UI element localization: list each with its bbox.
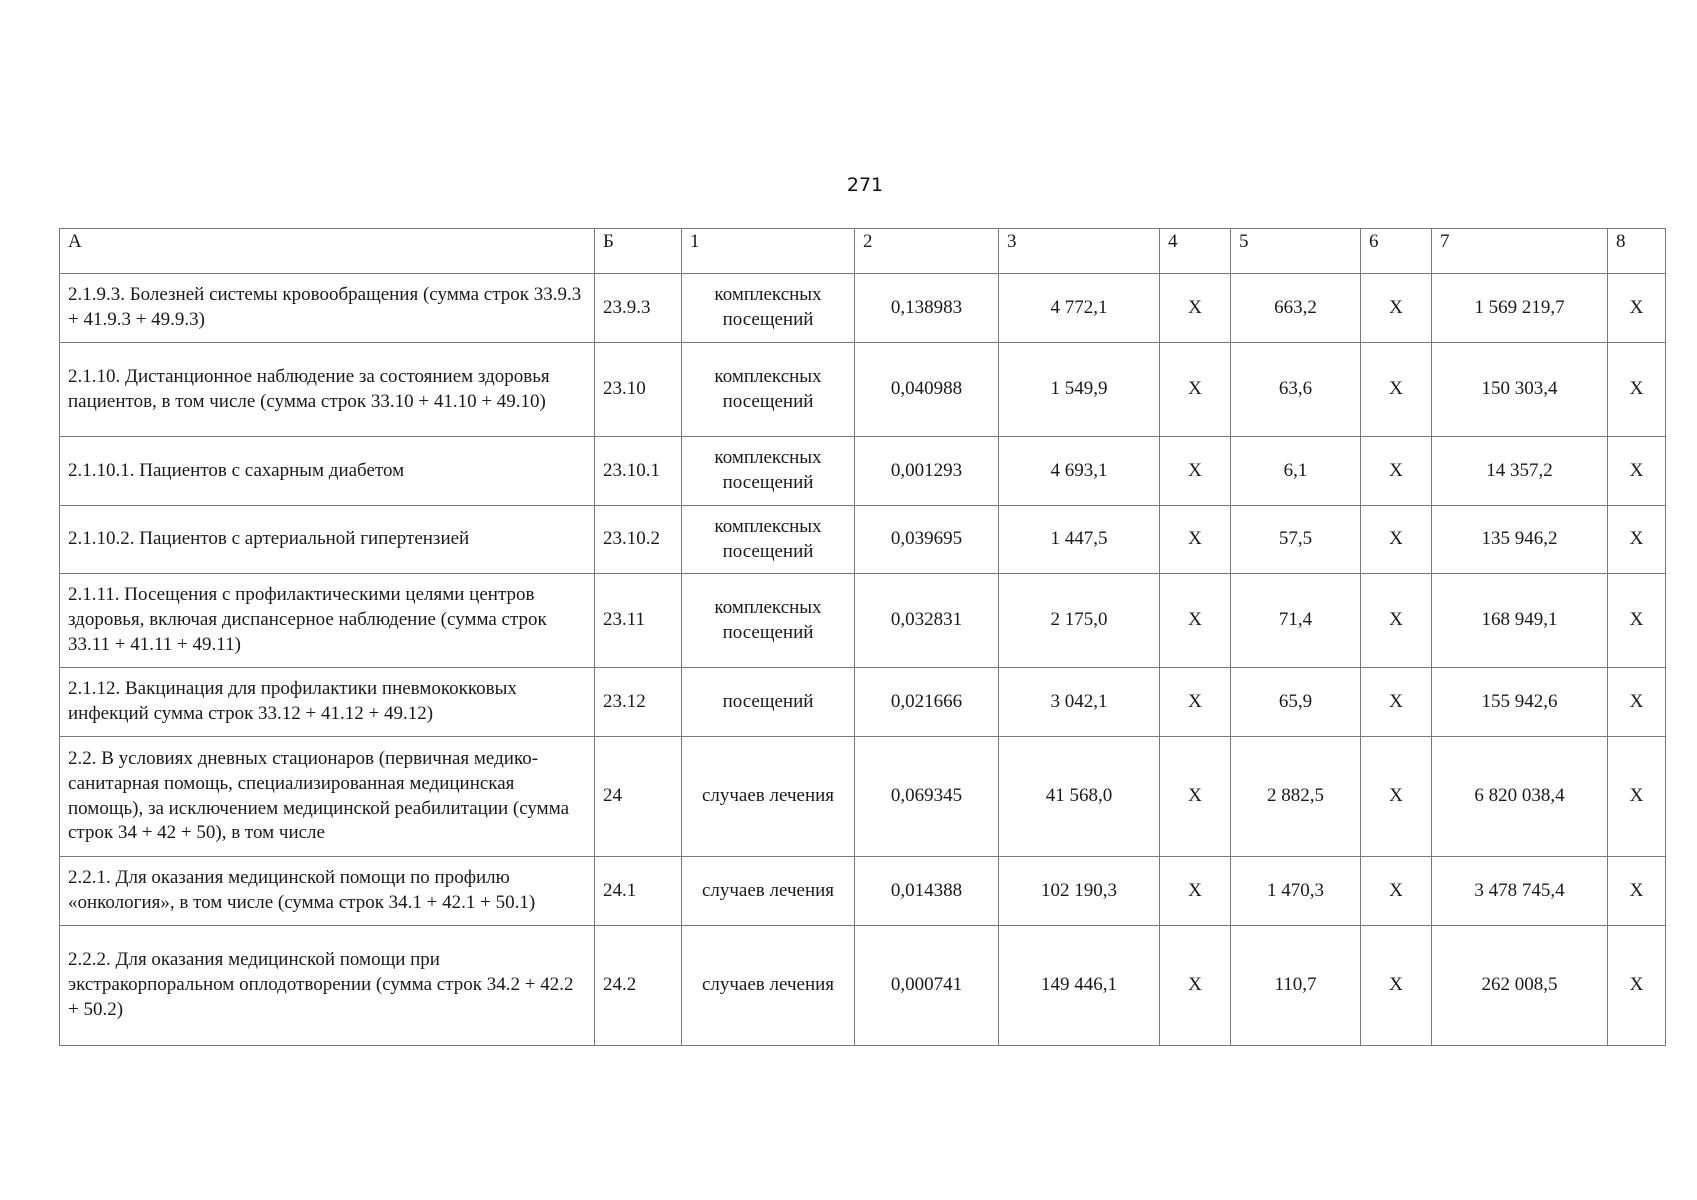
col4-cell: Х (1160, 343, 1231, 437)
table-row (60, 506, 1666, 574)
row-unit-cell: случаев лечения (682, 926, 855, 1046)
row-unit-cell: случаев лечения (682, 737, 855, 857)
header-cell-2: 2 (855, 229, 999, 274)
col2-cell: 0,138983 (855, 274, 999, 343)
table-row (60, 274, 1666, 343)
table-row (60, 343, 1666, 437)
col5-cell: 71,4 (1231, 574, 1361, 668)
col3-cell: 149 446,1 (999, 926, 1160, 1046)
col4-cell: Х (1160, 926, 1231, 1046)
col8-cell: Х (1608, 668, 1666, 737)
col4-cell: Х (1160, 574, 1231, 668)
table-row (60, 926, 1666, 1046)
col4-cell: Х (1160, 668, 1231, 737)
row-unit-cell: комплексных посещений (682, 574, 855, 668)
col2-cell: 0,001293 (855, 437, 999, 506)
col3-cell: 4 693,1 (999, 437, 1160, 506)
row-code-cell: 23.10.2 (595, 506, 682, 574)
col5-cell: 2 882,5 (1231, 737, 1361, 857)
col6-cell: Х (1361, 343, 1432, 437)
col4-cell: Х (1160, 857, 1231, 926)
table-row (60, 668, 1666, 737)
col5-cell: 63,6 (1231, 343, 1361, 437)
row-name-cell: 2.1.10. Дистанционное наблюдение за состоянием здоровья пациентов, в том числе (сумма строк 33.10 + 41.10 + 49.10) (60, 343, 595, 437)
row-name-cell: 2.2.2. Для оказания медицинской помощи при экстракорпоральном оплодотворении (сумма строк 34.2 + 42.2 + 50.2) (60, 926, 595, 1046)
col2-cell: 0,032831 (855, 574, 999, 668)
col6-cell: Х (1361, 506, 1432, 574)
col8-cell: Х (1608, 274, 1666, 343)
header-cell-b: Б (595, 229, 682, 274)
row-code-cell: 23.12 (595, 668, 682, 737)
row-name-cell: 2.1.12. Вакцинация для профилактики пневмококковых инфекций сумма строк 33.12 + 41.12 + 49.12) (60, 668, 595, 737)
row-unit-cell: комплексных посещений (682, 274, 855, 343)
col7-cell: 6 820 038,4 (1432, 737, 1608, 857)
col6-cell: Х (1361, 737, 1432, 857)
col8-cell: Х (1608, 926, 1666, 1046)
col8-cell: Х (1608, 737, 1666, 857)
row-name-cell: 2.1.10.1. Пациентов с сахарным диабетом (60, 437, 595, 506)
col6-cell: Х (1361, 437, 1432, 506)
row-code-cell: 24.2 (595, 926, 682, 1046)
col6-cell: Х (1361, 274, 1432, 343)
col5-cell: 110,7 (1231, 926, 1361, 1046)
header-row (60, 229, 1666, 274)
header-cell-a: А (60, 229, 595, 274)
row-code-cell: 23.11 (595, 574, 682, 668)
col7-cell: 14 357,2 (1432, 437, 1608, 506)
col6-cell: Х (1361, 668, 1432, 737)
header-cell-3: 3 (999, 229, 1160, 274)
row-code-cell: 23.10 (595, 343, 682, 437)
col4-cell: Х (1160, 274, 1231, 343)
col5-cell: 57,5 (1231, 506, 1361, 574)
col4-cell: Х (1160, 437, 1231, 506)
col2-cell: 0,021666 (855, 668, 999, 737)
row-code-cell: 23.9.3 (595, 274, 682, 343)
header-cell-6: 6 (1361, 229, 1432, 274)
header-cell-8: 8 (1608, 229, 1666, 274)
col5-cell: 1 470,3 (1231, 857, 1361, 926)
col6-cell: Х (1361, 574, 1432, 668)
col2-cell: 0,040988 (855, 343, 999, 437)
col3-cell: 4 772,1 (999, 274, 1160, 343)
col3-cell: 102 190,3 (999, 857, 1160, 926)
col7-cell: 3 478 745,4 (1432, 857, 1608, 926)
col2-cell: 0,069345 (855, 737, 999, 857)
table-row (60, 574, 1666, 668)
row-name-cell: 2.1.10.2. Пациентов с артериальной гипертензией (60, 506, 595, 574)
row-name-cell: 2.1.11. Посещения с профилактическими целями центров здоровья, включая диспансерное наблюдение (сумма строк 33.11 + 41.11 + 49.11) (60, 574, 595, 668)
header-cell-7: 7 (1432, 229, 1608, 274)
row-unit-cell: посещений (682, 668, 855, 737)
col3-cell: 41 568,0 (999, 737, 1160, 857)
col4-cell: Х (1160, 506, 1231, 574)
col3-cell: 1 447,5 (999, 506, 1160, 574)
row-name-cell: 2.2. В условиях дневных стационаров (первичная медико-санитарная помощь, специализированная медицинская помощь), за исключением медицинской реабилитации (сумма строк 34 + 42 + 50), в том числе (60, 737, 595, 857)
col8-cell: Х (1608, 574, 1666, 668)
col3-cell: 2 175,0 (999, 574, 1160, 668)
col8-cell: Х (1608, 343, 1666, 437)
col8-cell: Х (1608, 506, 1666, 574)
col6-cell: Х (1361, 857, 1432, 926)
row-unit-cell: случаев лечения (682, 857, 855, 926)
col4-cell: Х (1160, 737, 1231, 857)
table-row (60, 737, 1666, 857)
col3-cell: 3 042,1 (999, 668, 1160, 737)
row-name-cell: 2.2.1. Для оказания медицинской помощи по профилю «онкология», в том числе (сумма строк 34.1 + 42.1 + 50.1) (60, 857, 595, 926)
row-unit-cell: комплексных посещений (682, 437, 855, 506)
row-unit-cell: комплексных посещений (682, 506, 855, 574)
col5-cell: 6,1 (1231, 437, 1361, 506)
row-code-cell: 24 (595, 737, 682, 857)
row-code-cell: 24.1 (595, 857, 682, 926)
row-code-cell: 23.10.1 (595, 437, 682, 506)
col2-cell: 0,014388 (855, 857, 999, 926)
row-unit-cell: комплексных посещений (682, 343, 855, 437)
header-cell-5: 5 (1231, 229, 1361, 274)
col7-cell: 1 569 219,7 (1432, 274, 1608, 343)
col6-cell: Х (1361, 926, 1432, 1046)
col5-cell: 65,9 (1231, 668, 1361, 737)
row-name-cell: 2.1.9.3. Болезней системы кровообращения (сумма строк 33.9.3 + 41.9.3 + 49.9.3) (60, 274, 595, 343)
col7-cell: 150 303,4 (1432, 343, 1608, 437)
table-row (60, 437, 1666, 506)
col5-cell: 663,2 (1231, 274, 1361, 343)
header-cell-1: 1 (682, 229, 855, 274)
col7-cell: 262 008,5 (1432, 926, 1608, 1046)
col7-cell: 168 949,1 (1432, 574, 1608, 668)
col8-cell: Х (1608, 857, 1666, 926)
page-number: 271 (846, 174, 884, 196)
data-table (59, 228, 1666, 1046)
col8-cell: Х (1608, 437, 1666, 506)
table-row (60, 857, 1666, 926)
col2-cell: 0,039695 (855, 506, 999, 574)
col2-cell: 0,000741 (855, 926, 999, 1046)
col7-cell: 135 946,2 (1432, 506, 1608, 574)
col3-cell: 1 549,9 (999, 343, 1160, 437)
header-cell-4: 4 (1160, 229, 1231, 274)
col7-cell: 155 942,6 (1432, 668, 1608, 737)
